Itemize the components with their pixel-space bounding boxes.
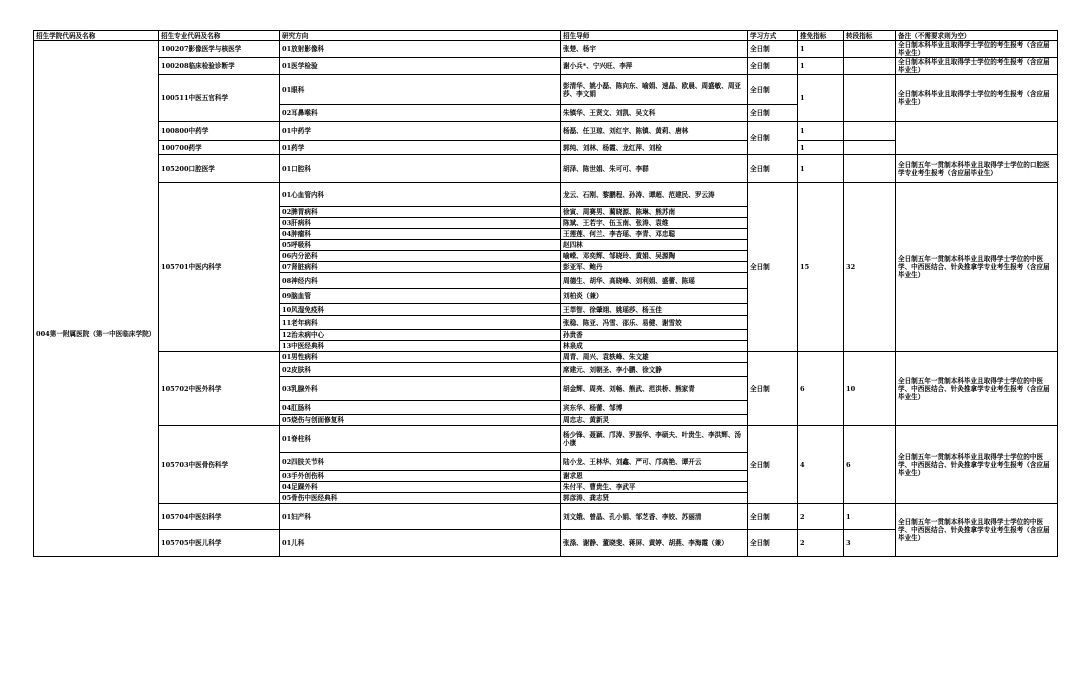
direction-cell: 01儿科	[280, 530, 561, 557]
major-cell: 105702中医外科学	[159, 352, 280, 426]
header-quota: 推免指标	[798, 31, 844, 41]
tutors-cell: 朱镇华、王贤文、刘凯、吴文科	[561, 105, 748, 122]
tutors-cell: 周忠志、黄新灵	[561, 415, 748, 426]
note-cell	[896, 122, 1058, 155]
note-cell: 全日制五年一贯制本科毕业且取得学士学位的中医学、中西医结合、针灸推拿学专业考生报考（含应届毕业生）	[896, 183, 1058, 352]
tutors-cell: 胡泽、陈世娟、朱可可、李群	[561, 155, 748, 183]
direction-cell: 01心血管内科	[280, 183, 561, 207]
quota-cell: 15	[798, 183, 844, 352]
direction-cell: 04肛肠科	[280, 401, 561, 415]
mode-cell: 全日制	[748, 155, 798, 183]
table-row	[34, 58, 1058, 75]
direction-cell: 01中药学	[280, 122, 561, 141]
major-cell: 105703中医骨伤科学	[159, 426, 280, 504]
direction-cell: 01眼科	[280, 75, 561, 105]
direction-cell: 01口腔科	[280, 155, 561, 183]
direction-cell: 07肾脏病科	[280, 262, 561, 273]
transfer-cell	[844, 58, 896, 75]
major-cell: 105705中医儿科学	[159, 530, 280, 557]
mode-cell: 全日制	[748, 426, 798, 504]
direction-cell: 06内分泌科	[280, 251, 561, 262]
quota-cell: 1	[798, 75, 844, 122]
tutors-cell: 杨磊、任卫琼、刘红宇、陈镇、黄莉、唐林	[561, 122, 748, 141]
direction-cell: 01妇产科	[280, 504, 561, 530]
tutors-cell: 陈斌、王若宇、伍玉南、张涛、袁维	[561, 218, 748, 229]
tutors-cell: 刘柏炎（兼）	[561, 289, 748, 304]
transfer-cell: 6	[844, 426, 896, 504]
header-tutors: 招生导师	[561, 31, 748, 41]
note-cell: 全日制五年一贯制本科毕业且取得学士学位的中医学、中西医结合、针灸推拿学专业考生报考（含应届毕业生）	[896, 426, 1058, 504]
tutors-cell: 朱付平、曹贵生、李武平	[561, 482, 748, 493]
tutors-cell: 郭纯、刘林、杨霞、龙红萍、刘检	[561, 141, 748, 155]
major-cell: 100511中医五官科学	[159, 75, 280, 122]
tutors-cell: 林泉成	[561, 341, 748, 352]
direction-cell: 01男性病科	[280, 352, 561, 363]
quota-cell: 1	[798, 58, 844, 75]
major-cell: 100700药学	[159, 141, 280, 155]
major-cell: 100800中药学	[159, 122, 280, 141]
direction-cell: 05呼吸科	[280, 240, 561, 251]
direction-cell: 05烧伤与创面修复科	[280, 415, 561, 426]
tutors-cell: 龙云、石刚、黎鹏程、孙涛、谭超、范建民、罗云涛	[561, 183, 748, 207]
direction-cell: 13中医经典科	[280, 341, 561, 352]
note-cell: 全日制本科毕业且取得学士学位的考生报考（含应届毕业生）	[896, 58, 1058, 75]
transfer-cell	[844, 75, 896, 122]
mode-cell: 全日制	[748, 504, 798, 530]
transfer-cell: 10	[844, 352, 896, 426]
tutors-cell: 席建元、刘朝圣、李小鹏、徐文静	[561, 363, 748, 377]
transfer-cell: 32	[844, 183, 896, 352]
direction-cell: 01药学	[280, 141, 561, 155]
table-row	[34, 504, 1058, 530]
mode-cell: 全日制	[748, 122, 798, 155]
table-row	[34, 155, 1058, 183]
header-college: 招生学院代码及名称	[34, 31, 159, 41]
mode-cell: 全日制	[748, 75, 798, 105]
quota-cell: 1	[798, 122, 844, 141]
quota-cell: 2	[798, 504, 844, 530]
major-cell: 100207影像医学与核医学	[159, 41, 280, 58]
quota-cell: 2	[798, 530, 844, 557]
table-row	[34, 75, 1058, 105]
mode-cell: 全日制	[748, 58, 798, 75]
tutors-cell: 胡金辉、周亮、刘畅、熊武、范洪桥、熊家青	[561, 377, 748, 401]
quota-cell: 1	[798, 141, 844, 155]
header-mode: 学习方式	[748, 31, 798, 41]
tutors-cell: 谢求恩	[561, 471, 748, 482]
direction-cell: 04肿瘤科	[280, 229, 561, 240]
tutors-cell: 宾东华、杨蕾、邹博	[561, 401, 748, 415]
direction-cell: 02耳鼻喉科	[280, 105, 561, 122]
tutors-cell: 赵四林	[561, 240, 748, 251]
note-cell: 全日制本科毕业且取得学士学位的考生报考（含应届毕业生）	[896, 41, 1058, 58]
table-row	[34, 183, 1058, 207]
quota-cell: 6	[798, 352, 844, 426]
tutors-cell: 谢小兵*、宁兴旺、李萍	[561, 58, 748, 75]
header-transfer: 转段指标	[844, 31, 896, 41]
direction-cell: 03肝病科	[280, 218, 561, 229]
enrollment-table	[33, 30, 1058, 557]
header-row	[34, 31, 1058, 41]
transfer-cell: 1	[844, 504, 896, 530]
tutors-cell: 郭彦涛、龚志贤	[561, 493, 748, 504]
mode-cell: 全日制	[748, 183, 798, 352]
transfer-cell	[844, 122, 896, 141]
direction-cell: 03乳腺外科	[280, 377, 561, 401]
major-cell: 100208临床检验诊断学	[159, 58, 280, 75]
table-row	[34, 426, 1058, 453]
transfer-cell	[844, 141, 896, 155]
direction-cell: 02脾胃病科	[280, 207, 561, 218]
tutors-cell: 刘文娥、曾晶、孔小娟、邹芝香、李姣、苏丽清	[561, 504, 748, 530]
tutors-cell: 张楚、杨宇	[561, 41, 748, 58]
direction-cell: 11老年病科	[280, 316, 561, 330]
header-major: 招生专业代码及名称	[159, 31, 280, 41]
tutors-cell: 周青、周兴、袁轶峰、朱文雄	[561, 352, 748, 363]
header-note: 备注（不需要求则为空）	[896, 31, 1058, 41]
note-cell: 全日制五年一贯制本科毕业且取得学士学位的中医学、中西医结合、针灸推拿学专业考生报考（含应届毕业生）	[896, 352, 1058, 426]
table-row	[34, 41, 1058, 58]
tutors-cell: 张稳、陈亚、冯雪、邵乐、易健、谢雪姣	[561, 316, 748, 330]
quota-cell: 1	[798, 155, 844, 183]
tutors-cell: 王莲莲、何兰、李杏瑶、李青、邓忠聪	[561, 229, 748, 240]
transfer-cell	[844, 41, 896, 58]
tutors-cell: 喻嵘、邓奕辉、邹晓玲、黄娟、吴源陶	[561, 251, 748, 262]
major-cell: 105701中医内科学	[159, 183, 280, 352]
note-cell: 全日制五年一贯制本科毕业且取得学士学位的中医学、中西医结合、针灸推拿学专业考生报考（含应届毕业生）	[896, 504, 1058, 557]
transfer-cell	[844, 155, 896, 183]
quota-cell: 4	[798, 426, 844, 504]
mode-cell: 全日制	[748, 105, 798, 122]
note-cell: 全日制五年一贯制本科毕业且取得学士学位的口腔医学专业考生报考（含应届毕业生）	[896, 155, 1058, 183]
tutors-cell: 王莘智、徐肇翊、姚瑶莎、杨玉佳	[561, 304, 748, 316]
mode-cell: 全日制	[748, 352, 798, 426]
direction-cell: 01脊柱科	[280, 426, 561, 453]
direction-cell: 08神经内科	[280, 273, 561, 289]
direction-cell: 01医学检验	[280, 58, 561, 75]
quota-cell: 1	[798, 41, 844, 58]
direction-cell: 03手外创伤科	[280, 471, 561, 482]
table-row	[34, 122, 1058, 141]
direction-cell: 10风湿免疫科	[280, 304, 561, 316]
major-cell: 105704中医妇科学	[159, 504, 280, 530]
direction-cell: 04足踝外科	[280, 482, 561, 493]
direction-cell: 02四肢关节科	[280, 453, 561, 471]
transfer-cell: 3	[844, 530, 896, 557]
college-cell: 004第一附属医院（第一中医临床学院）	[34, 41, 159, 557]
mode-cell: 全日制	[748, 530, 798, 557]
mode-cell: 全日制	[748, 41, 798, 58]
note-cell: 全日制本科毕业且取得学士学位的考生报考（含应届毕业生）	[896, 75, 1058, 122]
tutors-cell: 陆小龙、王林华、刘鑫、严可、邝高艳、谭开云	[561, 453, 748, 471]
tutors-cell: 彭清华、姚小磊、陈向东、喻娟、速晶、欧晨、周盛敏、周亚莎、李文娟	[561, 75, 748, 105]
tutors-cell: 孙贵香	[561, 330, 748, 341]
header-direction: 研究方向	[280, 31, 561, 41]
direction-cell: 12治未病中心	[280, 330, 561, 341]
tutors-cell: 徐寅、周赛男、蔺晓源、陈琳、熊苏南	[561, 207, 748, 218]
direction-cell: 09脑血管	[280, 289, 561, 304]
table-row	[34, 352, 1058, 363]
tutors-cell: 周德生、胡华、高晓峰、刘利娟、盛蕾、陈瑶	[561, 273, 748, 289]
tutors-cell: 张涤、谢静、董晓斐、蒋屏、黄婷、胡燕、李海霞（兼）	[561, 530, 748, 557]
direction-cell: 05骨伤中医经典科	[280, 493, 561, 504]
tutors-cell: 彭亚军、鲍丹	[561, 262, 748, 273]
direction-cell: 02皮肤科	[280, 363, 561, 377]
major-cell: 105200口腔医学	[159, 155, 280, 183]
direction-cell: 01放射影像科	[280, 41, 561, 58]
tutors-cell: 杨少锋、聂颖、邝涛、罗振华、李硕夫、叶贵生、李洪辉、汤小康	[561, 426, 748, 453]
